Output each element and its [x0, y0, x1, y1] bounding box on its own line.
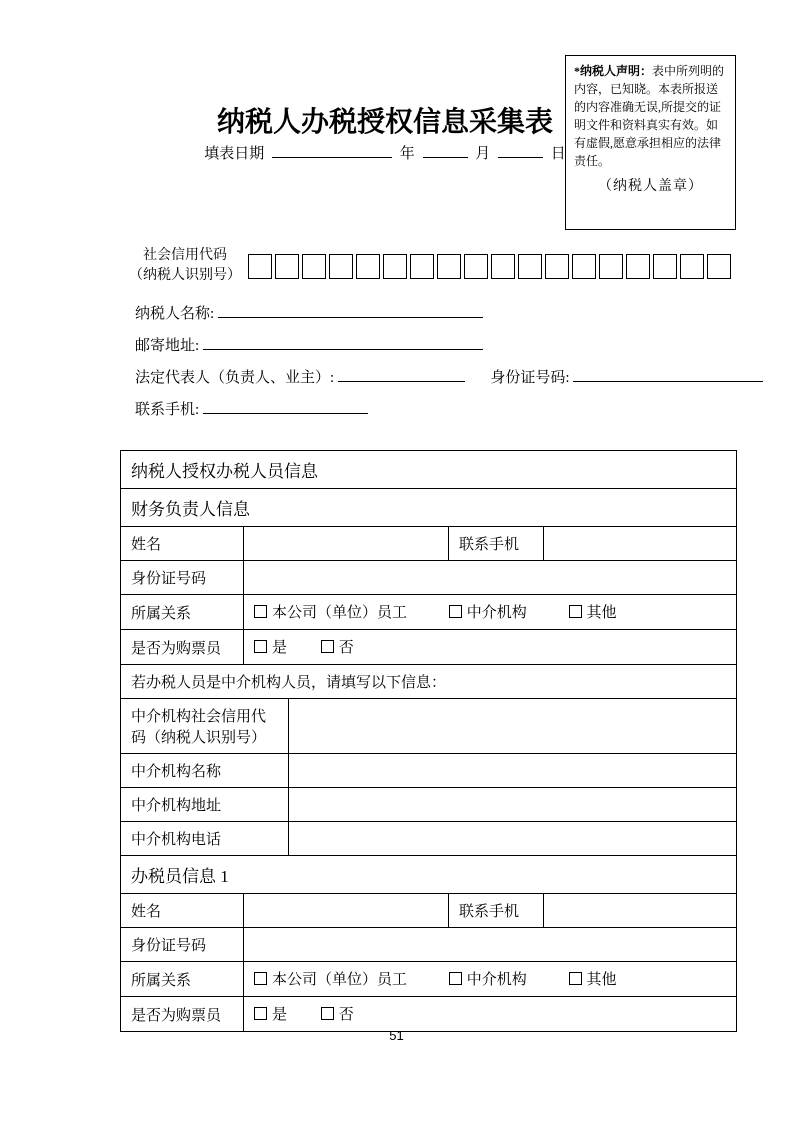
mobile-label: 联系手机:: [135, 402, 200, 418]
mailing-address-line: [135, 333, 483, 355]
credit-code-box[interactable]: [653, 254, 677, 279]
clerk-checkbox-no[interactable]: 否: [321, 1003, 354, 1024]
table-row: [121, 997, 737, 1032]
clerk-id-input-cell[interactable]: [244, 928, 737, 962]
table-row: [121, 754, 737, 788]
finance-section-header: 财务负责人信息: [121, 489, 737, 527]
mobile-input-line[interactable]: [203, 397, 368, 414]
clerk-ticket-options-cell: [244, 997, 737, 1032]
checkbox-icon[interactable]: [569, 605, 582, 618]
finance-checkbox-agency[interactable]: 中介机构: [449, 601, 527, 622]
taxpayer-declaration-box: [565, 55, 736, 230]
credit-code-box[interactable]: [680, 254, 704, 279]
clerk-checkbox-agency[interactable]: 中介机构: [449, 968, 527, 989]
checkbox-icon[interactable]: [254, 1007, 267, 1020]
finance-relation-options-cell: [244, 595, 737, 630]
clerk-relation-options-cell: [244, 962, 737, 997]
credit-code-box[interactable]: [437, 254, 461, 279]
clerk-checkbox-yes[interactable]: 是: [254, 1003, 287, 1024]
finance-checkbox-no[interactable]: 否: [321, 636, 354, 657]
authorized-personnel-table: [120, 450, 737, 1032]
legal-rep-label: 法定代表人（负责人、业主）:: [135, 370, 335, 386]
table-row: [121, 630, 737, 665]
checkbox-icon[interactable]: [321, 1007, 334, 1020]
checkbox-icon[interactable]: [254, 605, 267, 618]
credit-code-label: 社会信用代码 （纳税人识别号）: [129, 248, 241, 284]
legal-rep-input-line[interactable]: [338, 365, 465, 382]
credit-code-box[interactable]: [329, 254, 353, 279]
credit-code-row: [128, 246, 734, 287]
agency-name-input-cell[interactable]: [289, 754, 737, 788]
credit-code-box[interactable]: [572, 254, 596, 279]
credit-code-box[interactable]: [599, 254, 623, 279]
taxpayer-name-line: [135, 301, 483, 323]
credit-code-box[interactable]: [383, 254, 407, 279]
declaration-heading: *纳税人声明：: [574, 64, 653, 78]
authorized-personnel-section: [120, 450, 736, 1032]
finance-relation-label-cell: 所属关系: [121, 595, 244, 630]
credit-code-box[interactable]: [302, 254, 326, 279]
finance-phone-label-cell: 联系手机: [449, 527, 544, 561]
clerk-checkbox-company-employee[interactable]: 本公司（单位）员工: [254, 968, 407, 989]
finance-name-label-cell: 姓名: [121, 527, 244, 561]
clerk-relation-label-cell: 所属关系: [121, 962, 244, 997]
agency-address-input-cell[interactable]: [289, 788, 737, 822]
credit-code-box[interactable]: [356, 254, 380, 279]
mailing-address-label: 邮寄地址:: [135, 338, 200, 354]
clerk-ticket-label-cell: 是否为购票员: [121, 997, 244, 1032]
checkbox-icon[interactable]: [569, 972, 582, 985]
finance-phone-input-cell[interactable]: [544, 527, 737, 561]
agency-phone-input-cell[interactable]: [289, 822, 737, 856]
agency-address-label-cell: 中介机构地址: [121, 788, 289, 822]
taxpayer-name-label: 纳税人名称:: [135, 306, 215, 322]
agency-phone-label-cell: 中介机构电话: [121, 822, 289, 856]
clerk-phone-input-cell[interactable]: [544, 894, 737, 928]
fill-month-blank[interactable]: [423, 142, 468, 158]
credit-code-box[interactable]: [275, 254, 299, 279]
table-row: [121, 928, 737, 962]
id-number-input-line[interactable]: [573, 365, 763, 382]
credit-code-box[interactable]: [518, 254, 542, 279]
clerk-checkbox-other[interactable]: 其他: [569, 968, 617, 989]
table-row: [121, 561, 737, 595]
clerk-section-header: 办税员信息 1: [121, 856, 737, 894]
checkbox-icon[interactable]: [254, 972, 267, 985]
credit-code-box[interactable]: [626, 254, 650, 279]
table-row: [121, 665, 737, 699]
agency-code-input-cell[interactable]: [289, 699, 737, 754]
checkbox-icon[interactable]: [321, 640, 334, 653]
table-title: 纳税人授权办税人员信息: [121, 451, 737, 489]
clerk-id-label-cell: 身份证号码: [121, 928, 244, 962]
legal-rep-line: [135, 365, 763, 387]
finance-checkbox-company-employee[interactable]: 本公司（单位）员工: [254, 601, 407, 622]
checkbox-icon[interactable]: [254, 640, 267, 653]
checkbox-icon[interactable]: [449, 972, 462, 985]
taxpayer-name-input-line[interactable]: [218, 301, 483, 318]
credit-code-box[interactable]: [491, 254, 515, 279]
finance-id-label-cell: 身份证号码: [121, 561, 244, 595]
credit-code-box[interactable]: [410, 254, 434, 279]
fill-day-blank[interactable]: [498, 142, 543, 158]
checkbox-icon[interactable]: [449, 605, 462, 618]
clerk-phone-label-cell: 联系手机: [449, 894, 544, 928]
clerk-name-label-cell: 姓名: [121, 894, 244, 928]
mobile-line: [135, 397, 368, 419]
credit-code-box[interactable]: [464, 254, 488, 279]
id-number-label: 身份证号码:: [490, 370, 570, 386]
table-row: [121, 962, 737, 997]
table-row: [121, 894, 737, 928]
page-number: 51: [389, 1028, 404, 1043]
agency-note-cell: 若办税人员是中介机构人员，请填写以下信息：: [121, 665, 737, 699]
credit-code-box[interactable]: [545, 254, 569, 279]
credit-code-boxes: [248, 254, 734, 279]
fill-date-label: 填表日期: [204, 146, 265, 162]
year-label: 年: [399, 146, 415, 162]
day-label: 日: [550, 146, 566, 162]
table-row: [121, 788, 737, 822]
credit-code-box[interactable]: [248, 254, 272, 279]
table-row: [121, 527, 737, 561]
clerk-name-input-cell[interactable]: [244, 894, 449, 928]
agency-code-label-cell: 中介机构社会信用代码（纳税人识别号）: [121, 699, 289, 754]
finance-name-input-cell[interactable]: [244, 527, 449, 561]
table-row: [121, 822, 737, 856]
finance-checkbox-other[interactable]: 其他: [569, 601, 617, 622]
mailing-address-input-line[interactable]: [203, 333, 483, 350]
fill-date-blank[interactable]: [272, 142, 392, 158]
table-row: [121, 699, 737, 754]
finance-ticket-options-cell: [244, 630, 737, 665]
finance-id-input-cell[interactable]: [244, 561, 737, 595]
table-row: [121, 595, 737, 630]
finance-ticket-label-cell: 是否为购票员: [121, 630, 244, 665]
credit-code-box[interactable]: [707, 254, 731, 279]
page-title: 纳税人办税授权信息采集表: [216, 107, 553, 138]
taxpayer-stamp-note: （纳税人盖章）: [598, 179, 703, 194]
finance-checkbox-yes[interactable]: 是: [254, 636, 287, 657]
declaration-body: 表中所列明的内容，已知晓。本表所报送的内容准确无误,所提交的证明文件和资料真实有效。如有虚假,愿意承担相应的法律责任。: [574, 64, 725, 168]
agency-name-label-cell: 中介机构名称: [121, 754, 289, 788]
month-label: 月: [475, 146, 491, 162]
